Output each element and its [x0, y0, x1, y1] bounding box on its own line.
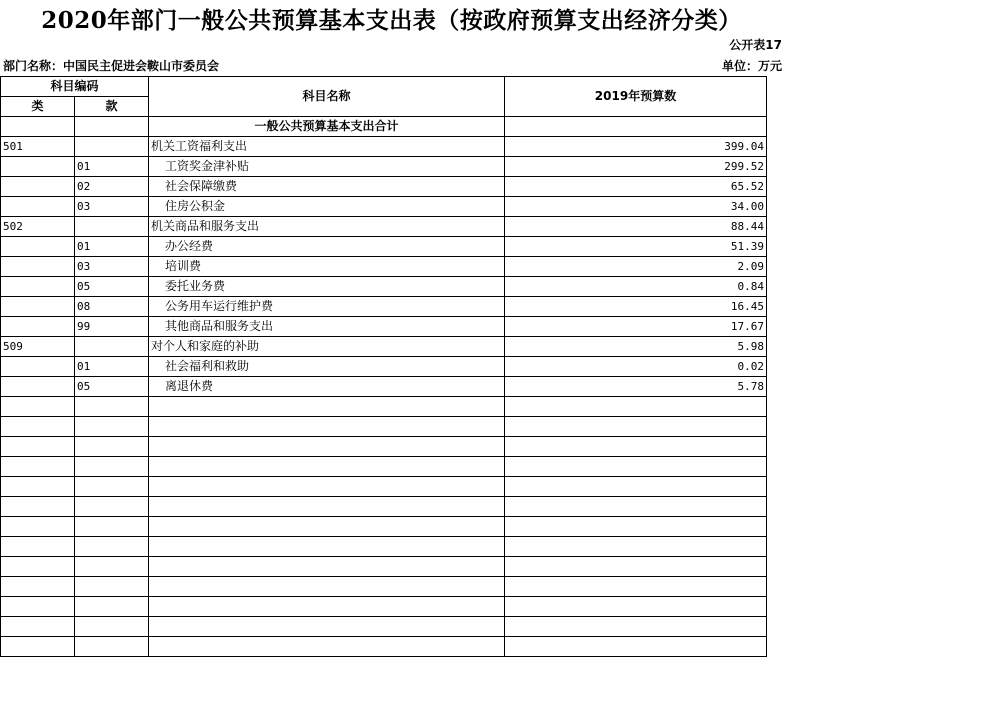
lei-cell [1, 317, 75, 337]
table-row [1, 297, 767, 317]
lei-cell: 501 [1, 137, 75, 157]
amount-cell: 16.45 [505, 297, 767, 317]
amount-cell: 88.44 [505, 217, 767, 237]
lei-cell [1, 157, 75, 177]
empty-row [1, 517, 767, 537]
name-header: 科目名称 [149, 77, 505, 117]
empty-row [1, 637, 767, 657]
empty-cell [75, 617, 149, 637]
empty-cell [75, 597, 149, 617]
name-cell: 委托业务费 [149, 277, 505, 297]
table-row [1, 237, 767, 257]
table-row [1, 157, 767, 177]
empty-cell [505, 437, 767, 457]
unit-label: 单位：万元 [721, 59, 782, 73]
kuan-cell: 08 [75, 297, 149, 317]
empty-cell [149, 517, 505, 537]
empty-cell [149, 477, 505, 497]
kuan-cell: 01 [75, 157, 149, 177]
empty-cell [75, 517, 149, 537]
empty-cell [505, 417, 767, 437]
empty-cell [75, 457, 149, 477]
name-cell: 社会保障缴费 [149, 177, 505, 197]
amount-cell: 0.02 [505, 357, 767, 377]
lei-cell: 502 [1, 217, 75, 237]
table-number: 公开表17 [729, 38, 782, 52]
empty-cell [75, 437, 149, 457]
empty-cell [505, 477, 767, 497]
lei-cell [1, 377, 75, 397]
empty-row [1, 497, 767, 517]
table-row [1, 377, 767, 397]
lei-cell [1, 197, 75, 217]
empty-cell [1, 457, 75, 477]
empty-cell [1, 597, 75, 617]
kuan-cell: 01 [75, 237, 149, 257]
kuan-cell: 03 [75, 257, 149, 277]
name-cell: 培训费 [149, 257, 505, 277]
empty-cell [75, 577, 149, 597]
name-cell: 机关商品和服务支出 [149, 217, 505, 237]
empty-cell [1, 417, 75, 437]
empty-cell [1, 637, 75, 657]
empty-cell [505, 497, 767, 517]
empty-cell [505, 617, 767, 637]
empty-cell [149, 537, 505, 557]
kuan-cell [75, 137, 149, 157]
table-row [1, 277, 767, 297]
table-row [1, 357, 767, 377]
name-cell: 社会福利和救助 [149, 357, 505, 377]
amount-header: 2019年预算数 [505, 77, 767, 117]
empty-cell [75, 417, 149, 437]
lei-cell [1, 237, 75, 257]
empty-row [1, 597, 767, 617]
empty-cell [75, 557, 149, 577]
empty-row [1, 437, 767, 457]
empty-cell [75, 497, 149, 517]
empty-row [1, 457, 767, 477]
empty-cell [1, 437, 75, 457]
table-row [1, 317, 767, 337]
kuan-cell: 99 [75, 317, 149, 337]
table-row [1, 197, 767, 217]
name-cell: 其他商品和服务支出 [149, 317, 505, 337]
total-row [1, 117, 767, 137]
empty-cell [75, 397, 149, 417]
empty-cell [149, 457, 505, 477]
empty-cell [1, 537, 75, 557]
empty-cell [505, 517, 767, 537]
empty-row [1, 397, 767, 417]
empty-row [1, 617, 767, 637]
code-group-header: 科目编码 [1, 77, 149, 97]
empty-cell [1, 617, 75, 637]
amount-cell: 17.67 [505, 317, 767, 337]
empty-cell [1, 517, 75, 537]
total-label: 一般公共预算基本支出合计 [149, 117, 505, 137]
kuan-cell: 03 [75, 197, 149, 217]
name-cell: 公务用车运行维护费 [149, 297, 505, 317]
amount-cell: 2.09 [505, 257, 767, 277]
amount-cell: 0.84 [505, 277, 767, 297]
total-lei-cell [1, 117, 75, 137]
total-amount-cell [505, 117, 767, 137]
empty-cell [505, 457, 767, 477]
name-cell: 机关工资福利支出 [149, 137, 505, 157]
empty-cell [505, 557, 767, 577]
empty-row [1, 577, 767, 597]
table-row [1, 217, 767, 237]
kuan-cell: 05 [75, 377, 149, 397]
empty-cell [75, 637, 149, 657]
amount-cell: 5.78 [505, 377, 767, 397]
lei-header: 类 [1, 97, 75, 117]
lei-cell [1, 277, 75, 297]
empty-row [1, 477, 767, 497]
table-row [1, 137, 767, 157]
kuan-header: 款 [75, 97, 149, 117]
department-name: 部门名称：中国民主促进会鞍山市委员会 [3, 59, 220, 73]
empty-row [1, 557, 767, 577]
lei-cell [1, 177, 75, 197]
empty-cell [505, 577, 767, 597]
header-row [1, 77, 767, 97]
empty-cell [1, 497, 75, 517]
empty-cell [149, 557, 505, 577]
amount-cell: 5.98 [505, 337, 767, 357]
empty-cell [149, 617, 505, 637]
empty-cell [505, 637, 767, 657]
kuan-cell [75, 217, 149, 237]
kuan-cell [75, 337, 149, 357]
empty-cell [75, 477, 149, 497]
empty-cell [149, 577, 505, 597]
kuan-cell: 05 [75, 277, 149, 297]
table-row [1, 337, 767, 357]
empty-cell [1, 557, 75, 577]
lei-cell [1, 357, 75, 377]
kuan-cell: 02 [75, 177, 149, 197]
empty-cell [149, 637, 505, 657]
name-cell: 对个人和家庭的补助 [149, 337, 505, 357]
lei-cell: 509 [1, 337, 75, 357]
lei-cell [1, 257, 75, 277]
empty-cell [149, 597, 505, 617]
empty-cell [1, 397, 75, 417]
name-cell: 工资奖金津补贴 [149, 157, 505, 177]
empty-cell [149, 497, 505, 517]
empty-cell [505, 537, 767, 557]
empty-row [1, 537, 767, 557]
total-kuan-cell [75, 117, 149, 137]
empty-cell [1, 477, 75, 497]
lei-cell [1, 297, 75, 317]
amount-cell: 34.00 [505, 197, 767, 217]
empty-cell [1, 577, 75, 597]
table-row [1, 177, 767, 197]
empty-cell [149, 437, 505, 457]
empty-row [1, 417, 767, 437]
name-cell: 住房公积金 [149, 197, 505, 217]
name-cell: 办公经费 [149, 237, 505, 257]
empty-cell [505, 397, 767, 417]
name-cell: 离退休费 [149, 377, 505, 397]
empty-cell [149, 397, 505, 417]
empty-cell [505, 597, 767, 617]
empty-cell [75, 537, 149, 557]
amount-cell: 51.39 [505, 237, 767, 257]
amount-cell: 299.52 [505, 157, 767, 177]
empty-cell [149, 417, 505, 437]
page-title: 2020年部门一般公共预算基本支出表（按政府预算支出经济分类） [41, 7, 742, 34]
kuan-cell: 01 [75, 357, 149, 377]
budget-table [0, 76, 767, 657]
amount-cell: 65.52 [505, 177, 767, 197]
amount-cell: 399.04 [505, 137, 767, 157]
table-row [1, 257, 767, 277]
